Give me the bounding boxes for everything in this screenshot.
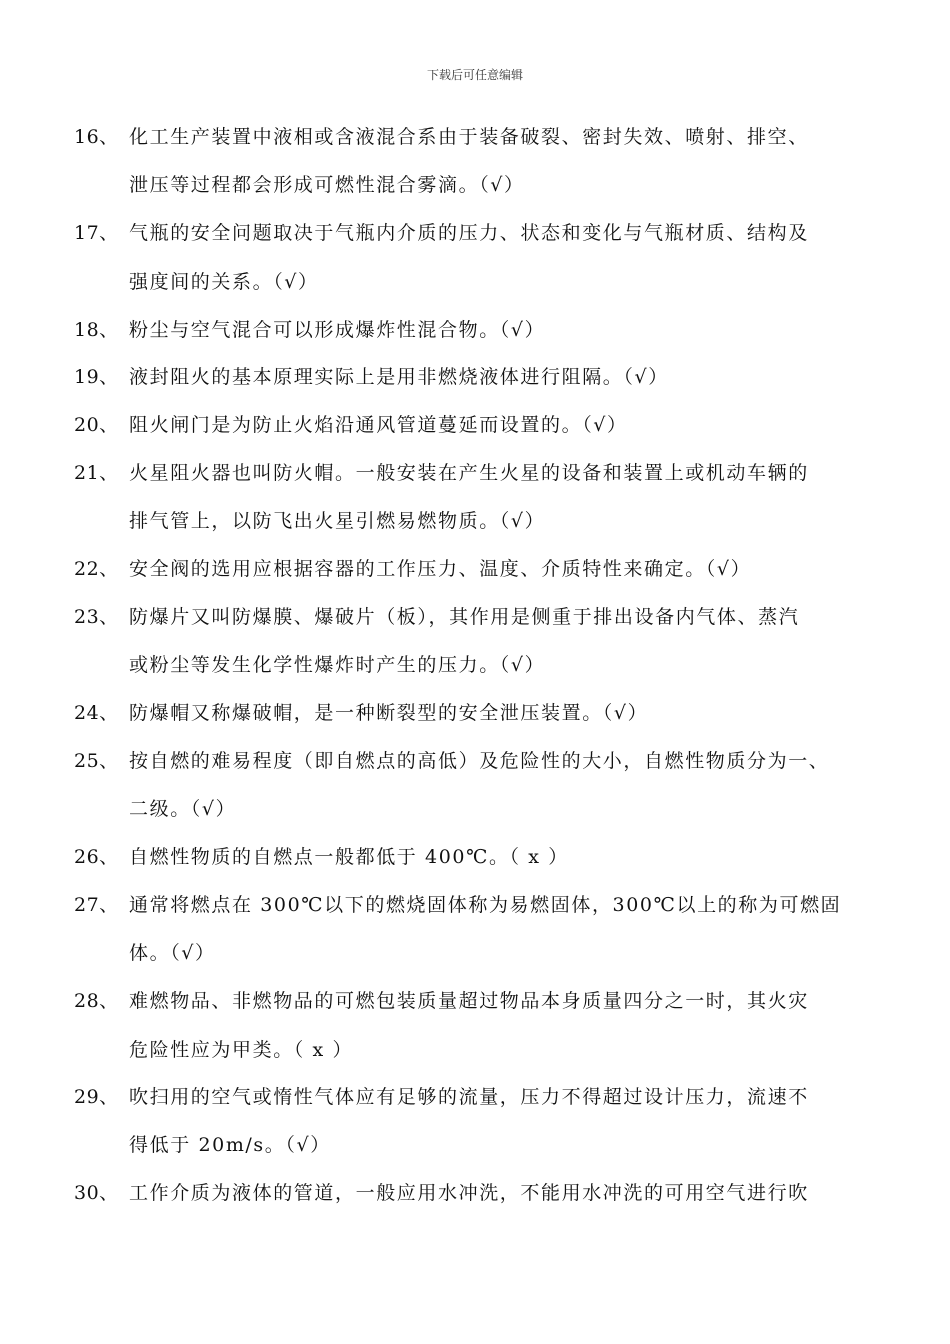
item-text-line: 泄压等过程都会形成可燃性混合雾滴。（√）	[129, 174, 525, 196]
item-number: 16、	[74, 126, 119, 148]
item-text-line: 粉尘与空气混合可以形成爆炸性混合物。（√）	[129, 319, 546, 341]
item-number: 27、	[74, 894, 119, 916]
item-text-line: 防爆帽又称爆破帽，是一种断裂型的安全泄压装置。（√）	[129, 702, 649, 724]
item-number: 18、	[74, 319, 119, 341]
item-number: 29、	[74, 1086, 119, 1108]
item-text-line: 化工生产装置中液相或含液混合系由于装备破裂、密封失效、喷射、排空、	[129, 126, 809, 148]
item-number: 28、	[74, 990, 119, 1012]
item-text-line: 液封阻火的基本原理实际上是用非燃烧液体进行阻隔。（√）	[129, 366, 669, 388]
item-number: 20、	[74, 414, 119, 436]
item-text-line: 火星阻火器也叫防火帽。一般安装在产生火星的设备和装置上或机动车辆的	[129, 462, 809, 484]
item-text-line: 难燃物品、非燃物品的可燃包装质量超过物品本身质量四分之一时，其火灾	[129, 990, 809, 1012]
item-number: 23、	[74, 606, 119, 628]
item-number: 30、	[74, 1182, 119, 1204]
item-text-line: 按自燃的难易程度（即自燃点的高低）及危险性的大小，自燃性物质分为一、	[129, 750, 830, 772]
item-text-line: 得低于 20m/s。（√）	[129, 1134, 331, 1156]
item-text-line: 防爆片又叫防爆膜、爆破片（板），其作用是侧重于排出设备内气体、蒸汽	[129, 606, 800, 628]
item-number: 24、	[74, 702, 119, 724]
item-text-line: 吹扫用的空气或惰性气体应有足够的流量，压力不得超过设计压力，流速不	[129, 1086, 809, 1108]
item-text-line: 自燃性物质的自燃点一般都低于 400℃。（ x ）	[129, 846, 569, 868]
item-text-line: 或粉尘等发生化学性爆炸时产生的压力。（√）	[129, 654, 546, 676]
item-text-line: 通常将燃点在 300℃以下的燃烧固体称为易燃固体，300℃以上的称为可燃固	[129, 894, 842, 916]
item-number: 17、	[74, 222, 119, 244]
item-text-line: 工作介质为液体的管道，一般应用水冲洗，不能用水冲洗的可用空气进行吹	[129, 1182, 809, 1204]
page-header-note: 下载后可任意编辑	[426, 68, 523, 82]
item-text-line: 二级。（√）	[129, 798, 237, 820]
item-text-line: 强度间的关系。（√）	[129, 271, 319, 293]
item-text-line: 排气管上，以防飞出火星引燃易燃物质。（√）	[129, 510, 546, 532]
item-number: 21、	[74, 462, 119, 484]
item-text-line: 阻火闸门是为防止火焰沿通风管道蔓延而设置的。（√）	[129, 414, 628, 436]
item-number: 25、	[74, 750, 119, 772]
item-text-line: 体。（√）	[129, 942, 216, 964]
item-number: 19、	[74, 366, 119, 388]
item-text-line: 危险性应为甲类。（ x ）	[129, 1039, 354, 1061]
item-text-line: 气瓶的安全问题取决于气瓶内介质的压力、状态和变化与气瓶材质、结构及	[129, 222, 809, 244]
item-number: 22、	[74, 558, 119, 580]
item-number: 26、	[74, 846, 119, 868]
item-text-line: 安全阀的选用应根据容器的工作压力、温度、介质特性来确定。（√）	[129, 558, 752, 580]
